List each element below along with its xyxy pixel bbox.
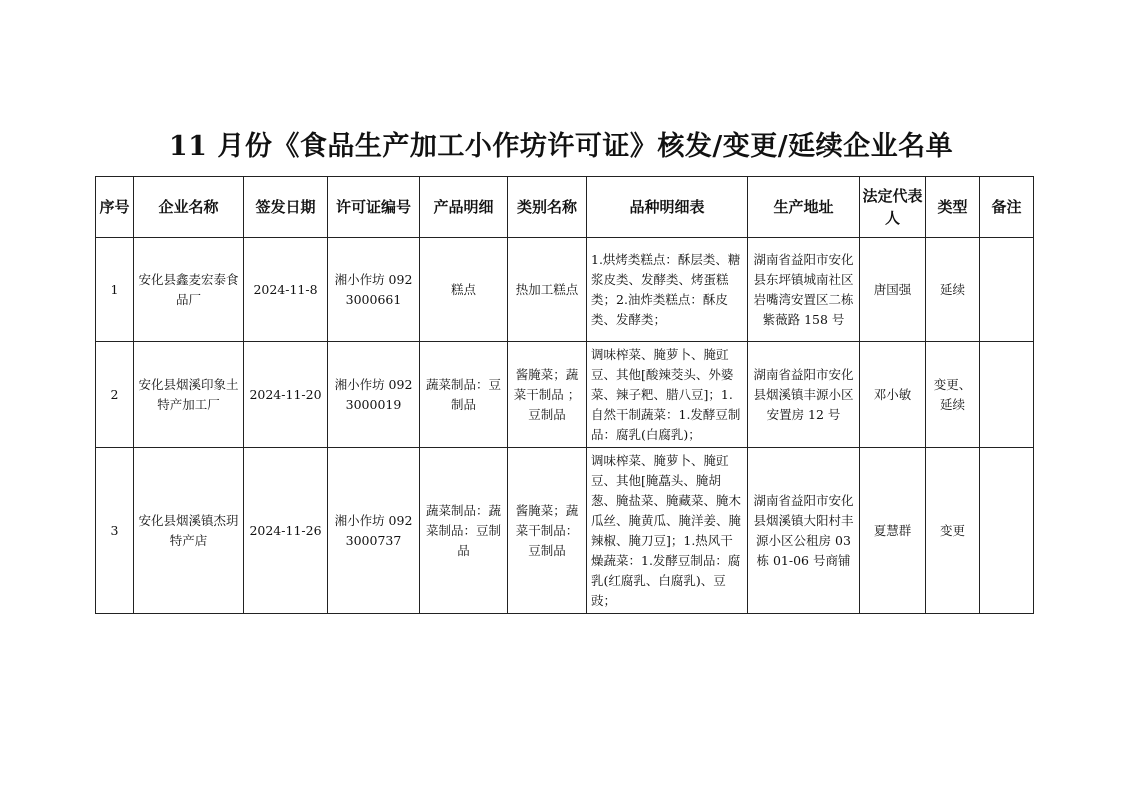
cell-product: 蔬菜制品：蔬菜制品：豆制品	[420, 448, 508, 614]
header-category: 类别名称	[508, 177, 587, 238]
header-seq: 序号	[96, 177, 134, 238]
header-address: 生产地址	[748, 177, 860, 238]
table-row	[96, 238, 1034, 342]
cell-type: 延续	[926, 238, 980, 342]
cell-company: 安化县烟溪印象土特产加工厂	[134, 342, 244, 448]
cell-note	[980, 448, 1034, 614]
header-note: 备注	[980, 177, 1034, 238]
cell-seq: 2	[96, 342, 134, 448]
header-license: 许可证编号	[328, 177, 420, 238]
header-rep: 法定代表人	[860, 177, 926, 238]
header-product: 产品明细	[420, 177, 508, 238]
cell-product: 糕点	[420, 238, 508, 342]
cell-address: 湖南省益阳市安化县烟溪镇大阳村丰源小区公租房 03 栋 01-06 号商铺	[748, 448, 860, 614]
cell-variety: 调味榨菜、腌萝卜、腌豇豆、其他[腌藠头、腌胡葱、腌盐菜、腌藏菜、腌木瓜丝、腌黄瓜、腌洋姜、腌辣椒、腌刀豆]；1.热风干燥蔬菜：1.发酵豆制品：腐乳(红腐乳、白腐乳)、豆豉；	[587, 448, 748, 614]
cell-rep: 夏慧群	[860, 448, 926, 614]
cell-type: 变更	[926, 448, 980, 614]
cell-license: 湘小作坊 0923000661	[328, 238, 420, 342]
header-type: 类型	[926, 177, 980, 238]
cell-product: 蔬菜制品：豆制品	[420, 342, 508, 448]
cell-type: 变更、延续	[926, 342, 980, 448]
cell-seq: 3	[96, 448, 134, 614]
cell-company: 安化县烟溪镇杰玥特产店	[134, 448, 244, 614]
cell-license: 湘小作坊 0923000019	[328, 342, 420, 448]
table-row	[96, 342, 1034, 448]
cell-date: 2024-11-26	[244, 448, 328, 614]
cell-variety: 调味榨菜、腌萝卜、腌豇豆、其他[酸辣茭头、外婆菜、辣子粑、腊八豆]；1.自然干制蔬菜：1.发酵豆制品：腐乳(白腐乳)；	[587, 342, 748, 448]
table-header-row	[96, 177, 1034, 238]
cell-variety: 1.烘烤类糕点：酥层类、糖浆皮类、发酵类、烤蛋糕类；2.油炸类糕点：酥皮类、发酵类；	[587, 238, 748, 342]
cell-address: 湖南省益阳市安化县东坪镇城南社区岩嘴湾安置区二栋紫薇路 158 号	[748, 238, 860, 342]
cell-seq: 1	[96, 238, 134, 342]
cell-date: 2024-11-8	[244, 238, 328, 342]
cell-category: 酱腌菜；蔬菜干制品：豆制品	[508, 448, 587, 614]
header-date: 签发日期	[244, 177, 328, 238]
cell-note	[980, 238, 1034, 342]
cell-company: 安化县鑫麦宏泰食品厂	[134, 238, 244, 342]
page-title: 11 月份《食品生产加工小作坊许可证》核发/变更/延续企业名单	[168, 131, 954, 162]
cell-license: 湘小作坊 0923000737	[328, 448, 420, 614]
license-roster-table	[95, 176, 1034, 614]
cell-rep: 唐国强	[860, 238, 926, 342]
header-variety: 品种明细表	[587, 177, 748, 238]
cell-rep: 邓小敏	[860, 342, 926, 448]
cell-category: 酱腌菜；蔬菜干制品 ；豆制品	[508, 342, 587, 448]
cell-date: 2024-11-20	[244, 342, 328, 448]
header-company: 企业名称	[134, 177, 244, 238]
cell-note	[980, 342, 1034, 448]
cell-category: 热加工糕点	[508, 238, 587, 342]
cell-address: 湖南省益阳市安化县烟溪镇丰源小区安置房 12 号	[748, 342, 860, 448]
table-row	[96, 448, 1034, 614]
